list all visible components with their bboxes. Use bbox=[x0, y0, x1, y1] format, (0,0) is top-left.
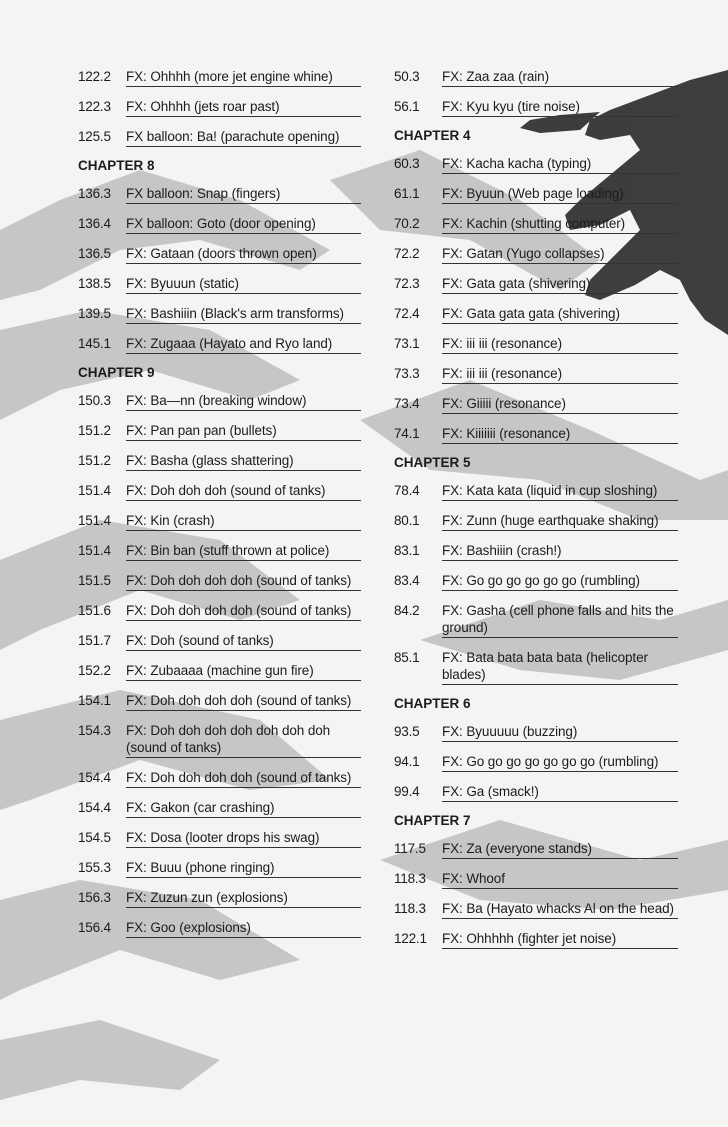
fx-entry bbox=[394, 425, 678, 444]
fx-description: FX: Dosa (looter drops his swag) bbox=[126, 829, 361, 848]
page-panel-number: 72.3 bbox=[394, 276, 420, 291]
fx-entry bbox=[78, 245, 361, 264]
fx-entry bbox=[78, 662, 361, 681]
page-panel-number: 136.3 bbox=[78, 186, 111, 201]
fx-entry bbox=[394, 783, 678, 802]
fx-description: FX: Bata bata bata bata (helicopter blades) bbox=[442, 649, 678, 685]
fx-entry bbox=[394, 305, 678, 324]
fx-entry bbox=[78, 829, 361, 848]
fx-description: FX: Byuuuuu (buzzing) bbox=[442, 723, 678, 742]
page-panel-number: 151.2 bbox=[78, 453, 111, 468]
fx-description: FX: Gakon (car crashing) bbox=[126, 799, 361, 818]
fx-description: FX: Ba—nn (breaking window) bbox=[126, 392, 361, 411]
fx-description: FX: Ohhhh (more jet engine whine) bbox=[126, 68, 361, 87]
page-panel-number: 85.1 bbox=[394, 650, 420, 665]
page-panel-number: 60.3 bbox=[394, 156, 420, 171]
chapter-heading: CHAPTER 7 bbox=[394, 813, 471, 828]
page-panel-number: 83.4 bbox=[394, 573, 420, 588]
fx-entry bbox=[394, 482, 678, 501]
fx-description: FX: Go go go go go go (rumbling) bbox=[442, 572, 678, 591]
chapter-heading: CHAPTER 4 bbox=[394, 128, 471, 143]
fx-entry bbox=[394, 155, 678, 174]
fx-description: FX: Zunn (huge earthquake shaking) bbox=[442, 512, 678, 531]
fx-description: FX: Gatan (Yugo collapses) bbox=[442, 245, 678, 264]
page-panel-number: 154.5 bbox=[78, 830, 111, 845]
fx-description: FX: Zuzun zun (explosions) bbox=[126, 889, 361, 908]
fx-description: FX balloon: Snap (fingers) bbox=[126, 185, 361, 204]
fx-entry bbox=[78, 482, 361, 501]
fx-description: FX: Ba (Hayato whacks Al on the head) bbox=[442, 900, 678, 919]
page-panel-number: 74.1 bbox=[394, 426, 420, 441]
fx-entry bbox=[78, 632, 361, 651]
page-panel-number: 73.4 bbox=[394, 396, 420, 411]
fx-description: FX: Zugaaa (Hayato and Ryo land) bbox=[126, 335, 361, 354]
page-panel-number: 78.4 bbox=[394, 483, 420, 498]
fx-entry bbox=[394, 68, 678, 87]
fx-entry bbox=[78, 602, 361, 621]
page-panel-number: 118.3 bbox=[394, 871, 426, 886]
fx-description: FX: Zaa zaa (rain) bbox=[442, 68, 678, 87]
page-panel-number: 72.4 bbox=[394, 306, 420, 321]
page-panel-number: 151.4 bbox=[78, 543, 111, 558]
fx-entry bbox=[394, 395, 678, 414]
page-panel-number: 136.5 bbox=[78, 246, 111, 261]
fx-entry bbox=[78, 542, 361, 561]
fx-description: FX: Basha (glass shattering) bbox=[126, 452, 361, 471]
fx-entry bbox=[394, 753, 678, 772]
fx-description: FX: Giiiii (resonance) bbox=[442, 395, 678, 414]
fx-entry bbox=[394, 185, 678, 204]
fx-entry bbox=[78, 889, 361, 908]
fx-entry bbox=[78, 392, 361, 411]
fx-entry bbox=[78, 335, 361, 354]
fx-description: FX: Doh doh doh doh (sound of tanks) bbox=[126, 692, 361, 711]
fx-description: FX: Kachin (shutting computer) bbox=[442, 215, 678, 234]
page-panel-number: 80.1 bbox=[394, 513, 420, 528]
page-panel-number: 139.5 bbox=[78, 306, 111, 321]
fx-entry bbox=[394, 245, 678, 264]
page-panel-number: 70.2 bbox=[394, 216, 420, 231]
page-panel-number: 61.1 bbox=[394, 186, 420, 201]
fx-description: FX: Kiiiiiii (resonance) bbox=[442, 425, 678, 444]
page-panel-number: 83.1 bbox=[394, 543, 420, 558]
fx-entry bbox=[78, 919, 361, 938]
page-panel-number: 138.5 bbox=[78, 276, 111, 291]
page-panel-number: 117.5 bbox=[394, 841, 426, 856]
fx-description: FX: Ohhhh (jets roar past) bbox=[126, 98, 361, 117]
fx-entry bbox=[394, 840, 678, 859]
page-panel-number: 151.5 bbox=[78, 573, 111, 588]
fx-entry bbox=[78, 572, 361, 591]
fx-description: FX: Whoof bbox=[442, 870, 678, 889]
fx-entry bbox=[78, 422, 361, 441]
page-panel-number: 150.3 bbox=[78, 393, 111, 408]
left-column bbox=[78, 68, 361, 949]
page-panel-number: 122.2 bbox=[78, 69, 111, 84]
fx-entry bbox=[394, 870, 678, 889]
page-panel-number: 156.4 bbox=[78, 920, 111, 935]
fx-description: FX: Bashiiin (crash!) bbox=[442, 542, 678, 561]
fx-entry bbox=[78, 722, 361, 758]
fx-description: FX: Doh doh doh doh (sound of tanks) bbox=[126, 769, 361, 788]
page-panel-number: 152.2 bbox=[78, 663, 111, 678]
fx-description: FX: Kata kata (liquid in cup sloshing) bbox=[442, 482, 678, 501]
fx-description: FX balloon: Ba! (parachute opening) bbox=[126, 128, 361, 147]
fx-description: FX: iii iii (resonance) bbox=[442, 365, 678, 384]
fx-description: FX balloon: Goto (door opening) bbox=[126, 215, 361, 234]
fx-entry bbox=[394, 572, 678, 591]
chapter-heading: CHAPTER 9 bbox=[78, 365, 155, 380]
fx-description: FX: Gata gata (shivering) bbox=[442, 275, 678, 294]
fx-description: FX: Gataan (doors thrown open) bbox=[126, 245, 361, 264]
fx-description: FX: Kyu kyu (tire noise) bbox=[442, 98, 678, 117]
fx-entry bbox=[394, 649, 678, 685]
fx-entry bbox=[394, 275, 678, 294]
page-panel-number: 151.7 bbox=[78, 633, 111, 648]
fx-description: FX: Go go go go go go go (rumbling) bbox=[442, 753, 678, 772]
chapter-heading: CHAPTER 8 bbox=[78, 158, 155, 173]
page-panel-number: 154.1 bbox=[78, 693, 111, 708]
fx-entry bbox=[78, 692, 361, 711]
fx-entry bbox=[78, 512, 361, 531]
page-panel-number: 118.3 bbox=[394, 901, 426, 916]
page-panel-number: 122.1 bbox=[394, 931, 427, 946]
fx-entry bbox=[394, 215, 678, 234]
right-column bbox=[394, 68, 678, 960]
fx-description: FX: Za (everyone stands) bbox=[442, 840, 678, 859]
fx-entry bbox=[78, 859, 361, 878]
page-panel-number: 151.6 bbox=[78, 603, 111, 618]
fx-description: FX: Kin (crash) bbox=[126, 512, 361, 531]
fx-description: FX: Ga (smack!) bbox=[442, 783, 678, 802]
fx-entry bbox=[78, 275, 361, 294]
page-panel-number: 156.3 bbox=[78, 890, 111, 905]
page-panel-number: 122.3 bbox=[78, 99, 111, 114]
page-panel-number: 73.1 bbox=[394, 336, 420, 351]
fx-description: FX: Bin ban (stuff thrown at police) bbox=[126, 542, 361, 561]
fx-entry bbox=[78, 799, 361, 818]
fx-description: FX: Buuu (phone ringing) bbox=[126, 859, 361, 878]
fx-description: FX: Doh doh doh doh doh doh doh (sound of tanks) bbox=[126, 722, 361, 758]
fx-entry bbox=[394, 98, 678, 117]
fx-entry bbox=[394, 602, 678, 638]
fx-description: FX: Byuuun (static) bbox=[126, 275, 361, 294]
page-panel-number: 145.1 bbox=[78, 336, 111, 351]
page-panel-number: 151.4 bbox=[78, 483, 111, 498]
page-panel-number: 154.4 bbox=[78, 770, 111, 785]
fx-description: FX: Gasha (cell phone falls and hits the ground) bbox=[442, 602, 678, 638]
fx-entry bbox=[78, 215, 361, 234]
page-panel-number: 125.5 bbox=[78, 129, 111, 144]
fx-description: FX: Doh doh doh doh (sound of tanks) bbox=[126, 572, 361, 591]
page-panel-number: 151.4 bbox=[78, 513, 111, 528]
fx-entry bbox=[78, 98, 361, 117]
page-panel-number: 99.4 bbox=[394, 784, 420, 799]
fx-entry bbox=[78, 128, 361, 147]
fx-description: FX: Doh doh doh doh (sound of tanks) bbox=[126, 602, 361, 621]
page-panel-number: 155.3 bbox=[78, 860, 111, 875]
fx-entry bbox=[394, 723, 678, 742]
page-panel-number: 50.3 bbox=[394, 69, 420, 84]
fx-description: FX: Byuun (Web page loading) bbox=[442, 185, 678, 204]
fx-description: FX: Doh doh doh (sound of tanks) bbox=[126, 482, 361, 501]
fx-entry bbox=[394, 900, 678, 919]
fx-entry bbox=[78, 305, 361, 324]
page-panel-number: 93.5 bbox=[394, 724, 420, 739]
fx-description: FX: Pan pan pan (bullets) bbox=[126, 422, 361, 441]
fx-entry bbox=[394, 335, 678, 354]
fx-description: FX: Zubaaaa (machine gun fire) bbox=[126, 662, 361, 681]
fx-description: FX: Kacha kacha (typing) bbox=[442, 155, 678, 174]
fx-entry bbox=[394, 512, 678, 531]
fx-entry bbox=[394, 930, 678, 949]
fx-entry bbox=[78, 769, 361, 788]
page-panel-number: 72.2 bbox=[394, 246, 420, 261]
chapter-heading: CHAPTER 6 bbox=[394, 696, 471, 711]
page-panel-number: 136.4 bbox=[78, 216, 111, 231]
page-panel-number: 151.2 bbox=[78, 423, 111, 438]
fx-entry bbox=[78, 185, 361, 204]
fx-entry bbox=[394, 542, 678, 561]
page-panel-number: 154.3 bbox=[78, 723, 111, 738]
page-panel-number: 73.3 bbox=[394, 366, 420, 381]
fx-entry bbox=[394, 365, 678, 384]
fx-entry bbox=[78, 452, 361, 471]
fx-entry bbox=[78, 68, 361, 87]
fx-description: FX: Gata gata gata (shivering) bbox=[442, 305, 678, 324]
page-panel-number: 56.1 bbox=[394, 99, 420, 114]
page-panel-number: 94.1 bbox=[394, 754, 420, 769]
fx-description: FX: Goo (explosions) bbox=[126, 919, 361, 938]
fx-description: FX: Bashiiin (Black's arm transforms) bbox=[126, 305, 361, 324]
chapter-heading: CHAPTER 5 bbox=[394, 455, 471, 470]
page-panel-number: 154.4 bbox=[78, 800, 111, 815]
fx-description: FX: iii iii (resonance) bbox=[442, 335, 678, 354]
fx-description: FX: Ohhhhh (fighter jet noise) bbox=[442, 930, 678, 949]
page-panel-number: 84.2 bbox=[394, 603, 420, 618]
fx-description: FX: Doh (sound of tanks) bbox=[126, 632, 361, 651]
